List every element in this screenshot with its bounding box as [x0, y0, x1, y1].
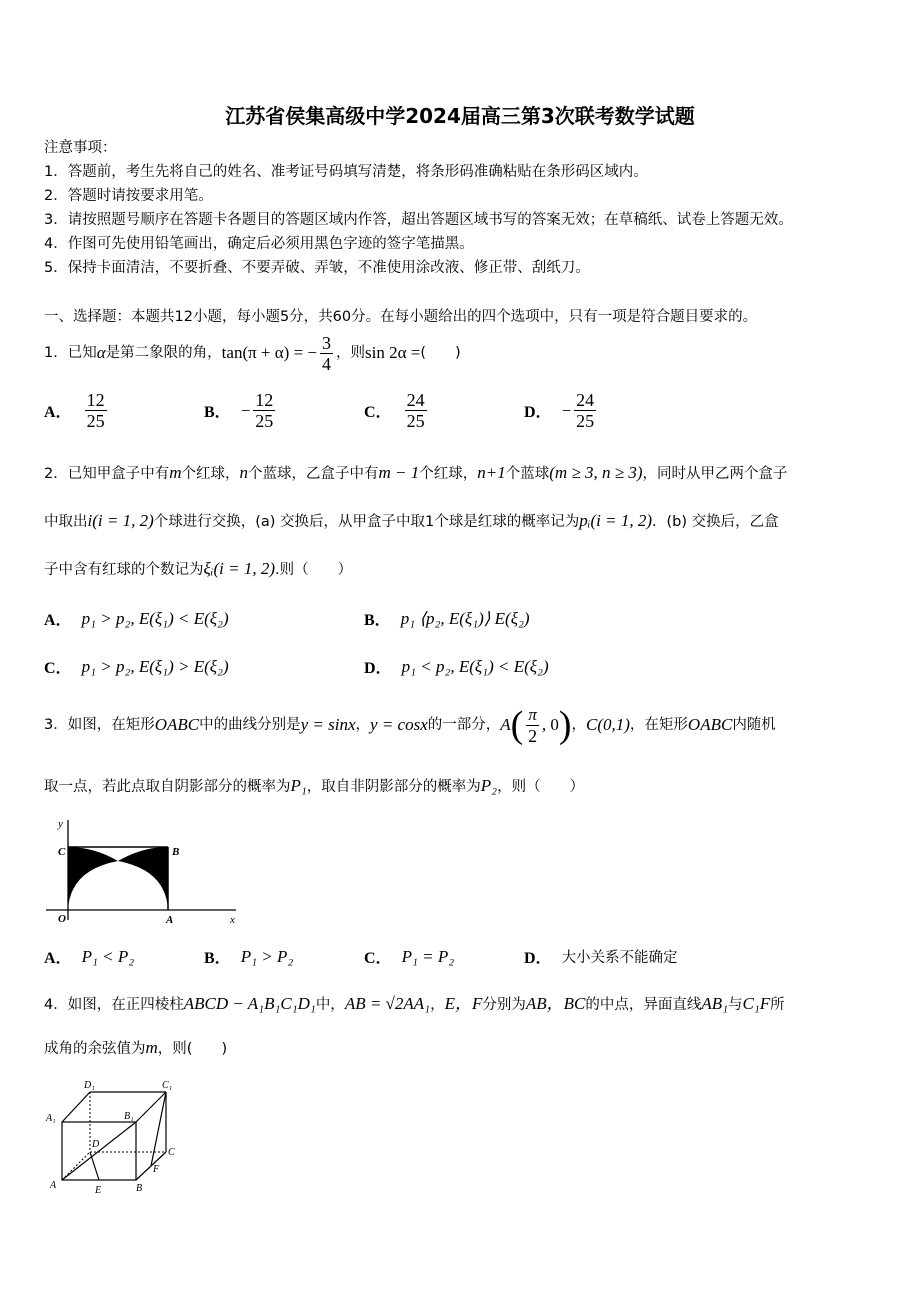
- q1-text: ( ): [420, 345, 461, 361]
- option-label: D．: [524, 404, 552, 421]
- question-3-line-1: [44, 700, 776, 750]
- q4-math: AB = √2AA₁: [344, 994, 431, 1013]
- question-3-line-2: [44, 776, 584, 797]
- denominator: 25: [255, 411, 274, 431]
- q3-option-d[interactable]: [524, 945, 678, 968]
- question-2-line-1: [44, 463, 788, 484]
- q4-text: 成角的余弦值为: [44, 1041, 146, 1057]
- q4-text: 与: [728, 997, 743, 1013]
- q2-text: 个红球，: [419, 466, 478, 482]
- note-item: 5．保持卡面清洁，不要折叠、不要弄破、弄皱，不准使用涂改液、修正带、刮纸刀。: [44, 260, 590, 276]
- label-f: F: [153, 1164, 160, 1175]
- q2-option-d[interactable]: [364, 655, 549, 678]
- option-label: A．: [44, 612, 72, 629]
- option-text: 大小关系不能确定: [561, 950, 678, 966]
- numerator: 24: [406, 390, 425, 410]
- q3-math: OABC: [154, 715, 200, 734]
- q3-math: A: [500, 715, 511, 734]
- denominator: 25: [576, 411, 595, 431]
- section-heading: 一、选择题：本题共12小题，每小题5分，共60分。在每小题给出的四个选项中，只有一项是符合题目要求的。: [44, 309, 758, 325]
- label-o: O: [58, 913, 66, 925]
- q2-math: i(i = 1, 2): [87, 511, 154, 530]
- numerator: 12: [86, 390, 105, 410]
- q1-option-c[interactable]: [364, 390, 430, 431]
- q2-text: ．(b) 交换后，乙盒: [652, 514, 779, 530]
- label-c: C: [168, 1147, 175, 1158]
- q3-fraction: [526, 705, 539, 746]
- option-text: p₁ > p₂, E(ξ₁) < E(ξ₂): [81, 608, 229, 628]
- option-text: P₁ = P₂: [401, 946, 455, 966]
- label-d: D: [92, 1139, 100, 1150]
- q3-figure: [44, 815, 244, 925]
- q4-math: ABCD − A₁B₁C₁D₁: [183, 994, 316, 1013]
- option-label: C．: [44, 660, 72, 677]
- q4-text: 分别为: [482, 997, 526, 1013]
- label-d1: D₁: [84, 1080, 95, 1091]
- note-item: 1．答题前，考生先将自己的姓名、准考证号码填写清楚，将条形码准确粘贴在条形码区域内。: [44, 164, 648, 180]
- label-x: x: [230, 914, 235, 925]
- label-b1: B₁: [124, 1111, 134, 1122]
- option-label: B．: [204, 404, 231, 421]
- q4-text: 4．如图，在正四棱柱: [44, 997, 184, 1013]
- q3-math: P₁: [290, 776, 307, 795]
- q2-math: pᵢ(i = 1, 2): [579, 511, 653, 530]
- page-title: 江苏省侯集高级中学2024届高三第3次联考数学试题: [225, 104, 695, 128]
- q1-option-a[interactable]: [44, 390, 110, 431]
- q3-option-b[interactable]: [204, 945, 293, 968]
- q3-math: y = sinx: [300, 715, 356, 734]
- paren: (: [510, 704, 524, 746]
- q2-text: 中取出: [44, 514, 88, 530]
- question-4-line-2: [44, 1038, 227, 1059]
- option-label: A．: [44, 404, 72, 421]
- q1-math: tan(π + α) = −: [221, 343, 318, 362]
- fraction: [253, 390, 275, 431]
- q3-text: 内随机: [732, 717, 776, 733]
- q4-math: AB₁: [701, 994, 729, 1013]
- q4-math: m: [145, 1038, 158, 1057]
- notes-heading: 注意事项：: [44, 140, 117, 156]
- option-text: p₁ ⟨p₂, E(ξ₁)⟩ E(ξ₂): [400, 608, 530, 628]
- q3-option-c[interactable]: [364, 945, 454, 968]
- option-text: P₁ > P₂: [240, 946, 294, 966]
- option-label: D．: [524, 950, 552, 967]
- q3-text: ，在矩形: [629, 717, 688, 733]
- q1-text: ，则: [336, 345, 366, 361]
- q4-figure: [40, 1075, 190, 1200]
- label-c: C: [58, 846, 66, 858]
- question-2-line-2: [44, 511, 779, 532]
- question-2-line-3: [44, 559, 352, 580]
- q3-option-a[interactable]: [44, 945, 134, 968]
- question-4-line-1: [44, 994, 785, 1015]
- label-e: E: [95, 1185, 102, 1196]
- q3-text: 中的曲线分别是: [199, 717, 301, 733]
- q4-math: AB，BC: [525, 994, 586, 1013]
- q1-option-b[interactable]: [204, 390, 278, 431]
- line-ab1: [62, 1122, 136, 1180]
- q4-text: 中，: [315, 997, 345, 1013]
- q4-text: 的中点，异面直线: [585, 997, 702, 1013]
- q2-text: 个蓝球: [505, 466, 550, 482]
- q3-math: P₂: [480, 776, 498, 795]
- numerator: π: [528, 704, 537, 724]
- sign: −: [240, 400, 251, 420]
- option-label: C．: [364, 404, 392, 421]
- q2-text: 个蓝球，乙盒子中有: [248, 466, 379, 482]
- q2-math: m − 1: [378, 463, 420, 482]
- shaded-region: [68, 847, 168, 910]
- denominator: 4: [322, 353, 332, 374]
- q2-text: .则（ ）: [275, 562, 353, 578]
- option-label: A．: [44, 950, 72, 967]
- q4-math: E，F: [444, 994, 483, 1013]
- fraction: [405, 390, 427, 431]
- q2-math: n: [239, 463, 249, 482]
- q3-text: ，则（ ）: [497, 779, 585, 795]
- label-a: A: [166, 914, 174, 925]
- q2-text: 子中含有红球的个数记为: [44, 562, 204, 578]
- option-label: B．: [364, 612, 391, 629]
- note-item: 4．作图可先使用铅笔画出，确定后必须用黑色字迹的签字笔描黑。: [44, 236, 474, 252]
- q1-math: α: [96, 343, 106, 362]
- q4-math: C₁F: [742, 994, 771, 1013]
- q1-option-d[interactable]: [524, 390, 599, 431]
- q1-text: 1．已知: [44, 345, 97, 361]
- q2-text: ，同时从甲乙两个盒子: [642, 466, 788, 482]
- q3-text: 的一部分，: [427, 717, 501, 733]
- q2-text: 个球进行交换，(a) 交换后，从甲盒子中取1个球是红球的概率记为: [153, 514, 580, 530]
- q3-math: y = cosx: [370, 715, 428, 734]
- denominator: 25: [86, 411, 105, 431]
- q3-text: ，: [571, 717, 586, 733]
- option-text: p₁ < p₂, E(ξ₁) < E(ξ₂): [401, 656, 549, 676]
- option-text: P₁ < P₂: [81, 946, 135, 966]
- option-text: p₁ > p₂, E(ξ₁) > E(ξ₂): [81, 656, 229, 676]
- denominator: 2: [528, 725, 538, 746]
- label-a1: A₁: [46, 1113, 56, 1124]
- q1-fraction: [320, 333, 333, 374]
- q4-text: 所: [770, 997, 785, 1013]
- q4-text: ，则( ): [157, 1041, 228, 1057]
- q2-math: ξᵢ(i = 1, 2): [203, 559, 275, 578]
- q2-option-a[interactable]: [44, 607, 229, 630]
- option-label: D．: [364, 660, 392, 677]
- note-item: 3．请按照题号顺序在答题卡各题目的答题区域内作答，超出答题区域书写的答案无效；在草稿纸、试卷上答题无效。: [44, 212, 793, 228]
- q2-text: 个红球，: [181, 466, 240, 482]
- q3-math: OABC: [687, 715, 733, 734]
- label-b: B: [136, 1183, 143, 1194]
- question-1: [44, 330, 461, 376]
- numerator: 12: [255, 390, 274, 410]
- q4-text: ，: [430, 997, 445, 1013]
- label-b: B: [172, 846, 180, 858]
- numerator: 3: [322, 332, 332, 353]
- q2-math: n+1: [477, 463, 506, 482]
- q2-math: (m ≥ 3, n ≥ 3): [549, 463, 643, 482]
- q2-text: 2．已知甲盒子中有: [44, 466, 170, 482]
- q1-math: sin 2α =: [365, 343, 421, 362]
- q3-math: C(0,1): [586, 715, 630, 734]
- denominator: 25: [406, 411, 425, 431]
- paren: ): [558, 704, 572, 746]
- q3-text: 取一点，若此点取自阴影部分的概率为: [44, 779, 291, 795]
- q3-text: ，取自非阴影部分的概率为: [306, 779, 481, 795]
- q1-text: 是第二象限的角，: [105, 345, 222, 361]
- note-item: 2．答题时请按要求用笔。: [44, 188, 213, 204]
- option-label: B．: [204, 950, 231, 967]
- label-y: y: [58, 818, 63, 830]
- fraction: [574, 390, 596, 431]
- fraction: [85, 390, 107, 431]
- option-label: C．: [364, 950, 392, 967]
- q3-math: , 0: [541, 715, 559, 734]
- q3-text: 3．如图，在矩形: [44, 717, 155, 733]
- q2-option-b[interactable]: [364, 607, 530, 630]
- sign: −: [561, 400, 572, 420]
- numerator: 24: [576, 390, 595, 410]
- q2-math: m: [169, 463, 182, 482]
- q2-option-c[interactable]: [44, 655, 229, 678]
- label-c1: C₁: [162, 1080, 173, 1091]
- label-a: A: [50, 1180, 57, 1191]
- q3-text: ，: [355, 717, 371, 733]
